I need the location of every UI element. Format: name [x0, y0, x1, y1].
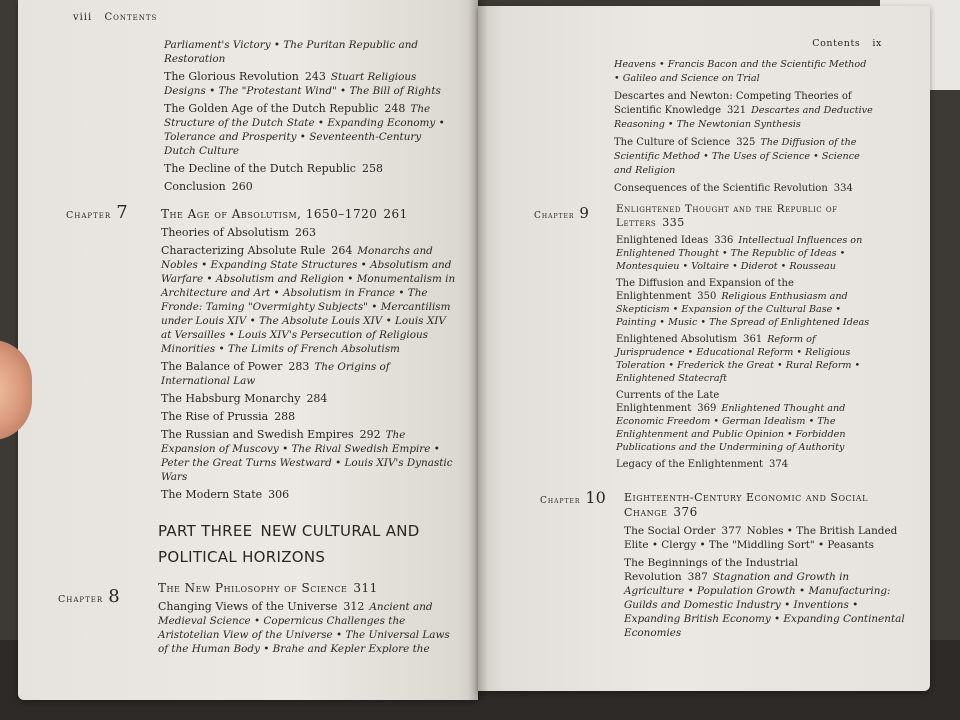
- entry-page: 350: [697, 291, 717, 302]
- toc-entry: [161, 488, 456, 502]
- entry-subtopics: Descartes and Deductive Reasoning • The Newtonian Synthesis: [614, 105, 873, 130]
- chapter-page: 311: [353, 581, 378, 595]
- left-page: [18, 0, 478, 700]
- toc-entry: [614, 90, 874, 132]
- entry-title: The Culture of Science: [614, 137, 731, 148]
- chapter-number: 7: [116, 202, 128, 223]
- chapter-word: Chapter: [540, 496, 581, 506]
- chapter-number: 8: [108, 586, 120, 607]
- toc-entry: [614, 136, 874, 178]
- toc-entry: [161, 360, 456, 388]
- chapter-page: 335: [662, 216, 685, 229]
- toc-entry: [164, 70, 454, 98]
- toc-entry: [161, 244, 456, 356]
- right-page: [478, 6, 930, 691]
- toc-entry: [164, 102, 454, 158]
- chapter-7-title[interactable]: [161, 206, 456, 222]
- entry-subtopics: The Expansion of Muscovy • The Rival Swedish Empire • Peter the Great Turns Westward • Louis XIV's Dynastic Wars: [161, 429, 453, 483]
- left-page-header: [73, 12, 157, 23]
- entry-page: 243: [304, 70, 326, 83]
- entry-title: The Decline of the Dutch Republic: [164, 162, 356, 175]
- entry-page: 369: [697, 403, 717, 414]
- entry-page: 312: [343, 600, 365, 613]
- part-label: PART THREE: [158, 522, 253, 540]
- toc-entry: [614, 182, 874, 196]
- entry-subtopics: Monarchs and Nobles • Expanding State Structures • Absolutism and Warfare • Absolutism and Religion • Monumentalism in Architecture and Art • Absolutism in France • The Fronde: Taming "Overmighty Subjects" • Mercantilism under Louis XIV • The Absolute Louis XIV • Louis XIV at Versailles • Louis XIV's Persecution of Religious Minorities • The Limits of French Absolutism: [161, 245, 456, 355]
- right-top-entries: [614, 58, 874, 200]
- chapter-title-text: The Age of Absolutism, 1650–1720: [161, 207, 378, 221]
- entry-subtopics: Heavens • Francis Bacon and the Scientific Method • Galileo and Science on Trial: [614, 59, 867, 84]
- entry-title: Characterizing Absolute Rule: [161, 244, 326, 257]
- entry-subtopics: Ancient and Medieval Science • Copernicus Challenges the Aristotelian View of the Universe • The Universal Laws of the Human Body • Brahe and Kepler Explore the: [158, 601, 450, 655]
- entry-title: The Golden Age of the Dutch Republic: [164, 102, 379, 115]
- chapter-title-text: The New Philosophy of Science: [158, 581, 348, 595]
- entry-page: 325: [736, 137, 756, 148]
- entry-title: Descartes and Newton: Competing Theories of Scientific Knowledge: [614, 91, 852, 116]
- entry-page: 377: [721, 525, 742, 537]
- toc-entry: [158, 600, 456, 656]
- toc-entry: [616, 277, 878, 329]
- toc-entry: [161, 226, 456, 240]
- chapter-word: Chapter: [534, 211, 575, 221]
- entry-title: The Glorious Revolution: [164, 70, 299, 83]
- entry-page: 288: [274, 410, 296, 423]
- chapter-word: Chapter: [58, 594, 104, 605]
- chapter-10-entries: [624, 490, 910, 644]
- toc-entry: [161, 428, 456, 484]
- chapter-7-entries: [161, 206, 456, 506]
- entry-title: The Diffusion and Expansion of the Enlightenment: [616, 278, 794, 302]
- entry-title: The Beginnings of the Industrial Revolution: [624, 557, 799, 583]
- chapter-page: 261: [383, 207, 408, 221]
- entry-page: 306: [268, 488, 290, 501]
- entry-page: 263: [295, 226, 317, 239]
- toc-entry: [164, 180, 454, 194]
- entry-page: 334: [833, 183, 853, 194]
- entry-subtopics: Religious Enthusiasm and Skepticism • Expansion of the Cultural Base • Painting • Music • The Spread of Enlightened Ideas: [616, 291, 870, 328]
- entry-title: The Balance of Power: [161, 360, 283, 373]
- chapter-8-title[interactable]: [158, 580, 456, 596]
- book-gutter: [468, 0, 488, 700]
- entry-title: The Rise of Prussia: [161, 410, 269, 423]
- page-number: ix: [872, 38, 882, 49]
- entry-title: Currents of the Late Enlightenment: [616, 390, 720, 414]
- entry-page: 283: [288, 360, 310, 373]
- toc-entry: [616, 389, 878, 454]
- entry-page: 374: [769, 459, 789, 470]
- entry-page: 258: [361, 162, 383, 175]
- entry-subtopics: The Diffusion of the Scientific Method • The Uses of Science • Science and Religion: [614, 137, 860, 176]
- chapter-page: 376: [673, 505, 698, 519]
- chapter-number: 9: [579, 204, 589, 222]
- entry-title: The Habsburg Monarchy: [161, 392, 301, 405]
- entry-page: 284: [306, 392, 328, 405]
- chapter-7-label: [66, 202, 128, 223]
- entry-title: The Russian and Swedish Empires: [161, 428, 354, 441]
- entry-page: 361: [743, 334, 763, 345]
- entry-subtopics: Intellectual Influences on Enlightened Thought • The Republic of Ideas • Montesquieu • Voltaire • Diderot • Rousseau: [616, 235, 863, 272]
- chapter-number: 10: [585, 488, 606, 507]
- entry-page: 292: [359, 428, 381, 441]
- entry-subtopics: The Structure of the Dutch State • Expanding Economy • Tolerance and Prosperity • Seventeenth-Century Dutch Culture: [164, 103, 445, 157]
- chapter-9-title[interactable]: [616, 202, 878, 230]
- toc-entry: [164, 162, 454, 176]
- entry-page: 387: [687, 571, 708, 583]
- toc-entry: [161, 392, 456, 406]
- entry-title: Changing Views of the Universe: [158, 600, 338, 613]
- right-page-header: [812, 38, 882, 49]
- chapter-10-label: [540, 488, 606, 507]
- chapter-8-entries: [158, 580, 456, 660]
- entry-subtopics: Stagnation and Growth in Agriculture • Population Growth • Manufacturing: Guilds and Domestic Industry • Inventions • Expanding British Economy • Expanding Continental Economies: [624, 571, 905, 639]
- entry-subtopics: Enlightened Thought and Economic Freedom • German Idealism • The Enlightenment and Public Opinion • Forbidden Publications and the Undermining of Authority: [616, 403, 846, 453]
- toc-entry: [616, 458, 878, 471]
- entry-title: Conclusion: [164, 180, 226, 193]
- entry-subtopics: Reform of Jurisprudence • Educational Reform • Religious Toleration • Frederick the Great • Rural Reform • Enlightened Statecraft: [616, 334, 861, 384]
- toc-entry: [624, 524, 910, 552]
- entry-page: 260: [231, 180, 253, 193]
- entry-title: Enlightened Absolutism: [616, 334, 738, 345]
- entry-subtopics: Stuart Religious Designs • The "Protestant Wind" • The Bill of Rights: [164, 71, 441, 97]
- running-head: Contents: [812, 38, 861, 49]
- entry-title: The Modern State: [161, 488, 263, 501]
- chapter-word: Chapter: [66, 210, 112, 221]
- part-three-heading: [158, 518, 458, 570]
- chapter-9-entries: [616, 202, 878, 475]
- chapter-title-text: Enlightened Thought and the Republic of Letters: [616, 203, 838, 229]
- entry-title: Theories of Absolutism: [161, 226, 290, 239]
- entry-subtopics: The Origins of International Law: [161, 361, 390, 387]
- chapter-10-title[interactable]: [624, 490, 910, 520]
- entry-page: 321: [727, 105, 747, 116]
- toc-entry: [161, 410, 456, 424]
- chapter-8-label: [58, 586, 120, 607]
- entry-page: 264: [331, 244, 353, 257]
- entry-subtopics: Nobles • The British Landed Elite • Clergy • The "Middling Sort" • Peasants: [624, 525, 898, 551]
- toc-entry: [616, 234, 878, 273]
- part-title: NEW CULTURAL AND POLITICAL HORIZONS: [158, 522, 420, 566]
- toc-entry: [616, 333, 878, 385]
- chapter-title-text: Eighteenth-Century Economic and Social Change: [624, 491, 868, 519]
- toc-entry: [164, 38, 454, 66]
- entry-title: Legacy of the Enlightenment: [616, 459, 764, 470]
- left-top-entries: [164, 38, 454, 198]
- toc-entry: [614, 58, 874, 86]
- entry-title: Consequences of the Scientific Revolution: [614, 183, 828, 194]
- running-head: Contents: [104, 12, 158, 23]
- entry-title: The Social Order: [624, 525, 716, 537]
- chapter-9-label: [534, 204, 589, 222]
- entry-page: 248: [384, 102, 406, 115]
- entry-page: 336: [714, 235, 734, 246]
- page-number: viii: [73, 12, 93, 23]
- toc-entry: [624, 556, 910, 640]
- entry-title: Enlightened Ideas: [616, 235, 709, 246]
- entry-subtopics: Parliament's Victory • The Puritan Republic and Restoration: [164, 39, 419, 65]
